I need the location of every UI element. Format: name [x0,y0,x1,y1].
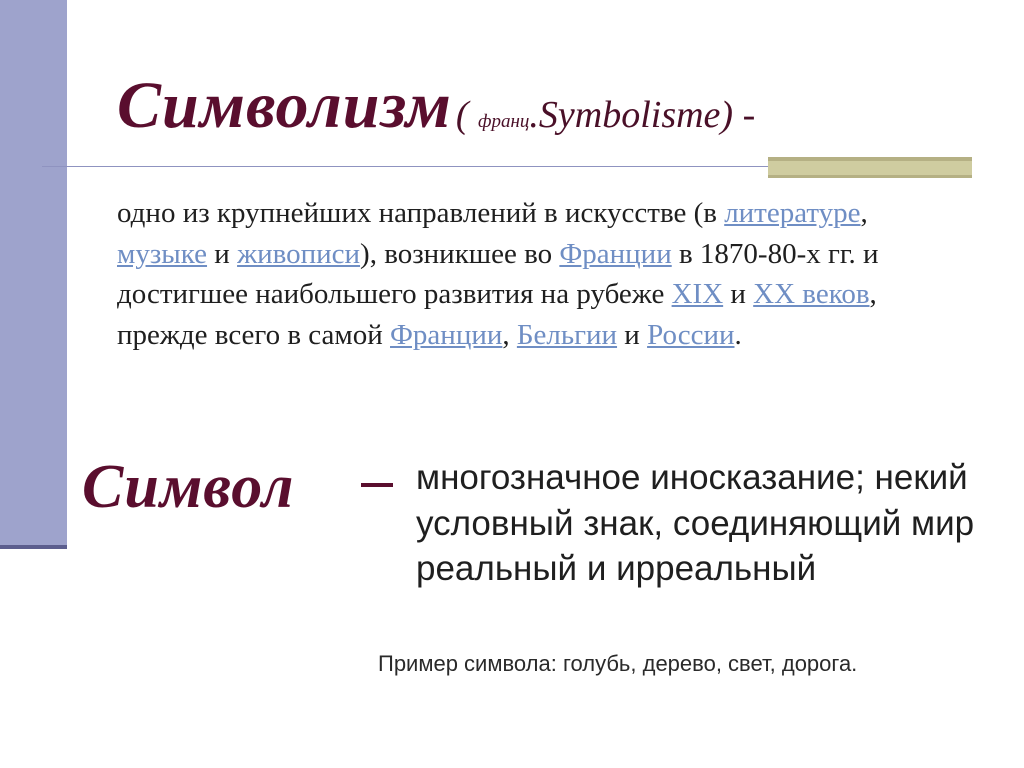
title-paren-close: ) - [720,94,756,136]
em-dash [361,483,393,487]
link-music[interactable]: музыке [117,237,208,270]
slide-title [117,68,755,144]
link-19th-century[interactable]: XIX [671,278,724,310]
symbol-example: Пример символа: голубь, дерево, свет, дорога. [378,651,858,676]
left-decor-bar [0,0,67,545]
link-france[interactable]: Франции [559,237,672,270]
title-term: Символизм [117,69,452,142]
link-literature[interactable]: литературе [724,197,861,229]
title-origin-abbr: франц [477,111,530,132]
left-decor-bar-base [0,545,67,549]
link-belgium[interactable]: Бельгии [516,318,618,351]
link-france-second[interactable]: Франции [390,318,503,351]
title-accent-bar [768,157,972,178]
link-20th-century[interactable]: XX веков [753,278,870,310]
link-russia[interactable]: России [647,318,735,351]
symbol-definition: многозначное иносказание; некий условный знак, соединяющий мир реальный и ирреальный [416,458,975,588]
symbol-term: Символ [82,453,295,521]
definition-paragraph: одно из крупнейших направлений в искусстве (в литературе, музыке и живописи), возникшее во Франции в 1870-80-х гг. и достигшее наибольшего развития на рубеже XIX и XX веков, прежде всего в самой Франции, Бельгии и России. [117,197,879,351]
link-painting[interactable]: живописи [237,237,361,270]
title-origin-word: .Symbolisme [529,94,721,136]
title-paren-open: ( [455,94,478,136]
